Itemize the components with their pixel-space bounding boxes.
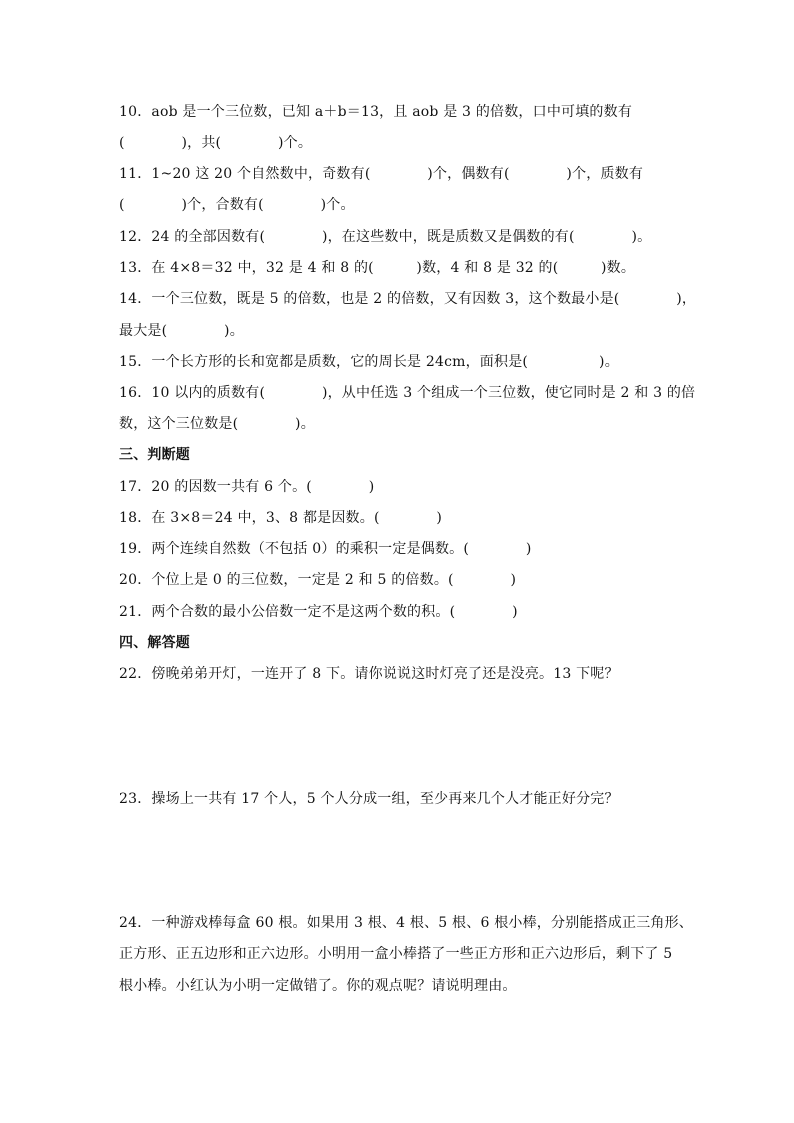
question-24-line-1: 24．一种游戏棒每盒 60 根。如果用 3 根、4 根、5 根、6 根小棒，分别能搭成正三角形、 <box>119 915 694 931</box>
question-11-line-1: 11．1~20 这 20 个自然数中，奇数有( )个，偶数有( )个，质数有 <box>119 166 644 182</box>
question-20: 20．个位上是 0 的三位数，一定是 2 和 5 的倍数。( ) <box>119 572 517 588</box>
question-18: 18．在 3×8＝24 中，3、8 都是因数。( ) <box>119 510 443 526</box>
question-14-line-2: 最大是( )。 <box>119 323 244 339</box>
question-10-line-2: ( )，共( )个。 <box>119 135 313 151</box>
question-14-line-1: 14．一个三位数，既是 5 的倍数，也是 2 的倍数，又有因数 3，这个数最小是( )， <box>119 291 697 307</box>
question-15: 15．一个长方形的长和宽都是质数，它的周长是 24cm，面积是( )。 <box>119 354 619 370</box>
question-23: 23．操场上一共有 17 个人，5 个人分成一组，至少再来几个人才能正好分完？ <box>119 791 619 807</box>
section-heading-true-false: 三、判断题 <box>119 447 190 463</box>
question-13: 13．在 4×8＝32 中，32 是 4 和 8 的( )数，4 和 8 是 32 的( )数。 <box>119 260 636 276</box>
question-16-line-2: 数，这个三位数是( )。 <box>119 416 315 432</box>
question-16-line-1: 16．10 以内的质数有( )，从中任选 3 个组成一个三位数，使它同时是 2 和 3 的倍 <box>119 385 696 401</box>
question-21: 21．两个合数的最小公倍数一定不是这两个数的积。( ) <box>119 604 518 620</box>
question-19: 19．两个连续自然数（不包括 0）的乘积一定是偶数。( ) <box>119 541 532 557</box>
question-24-line-2: 正方形、正五边形和正六边形。小明用一盒小棒搭了一些正方形和正六边形后，剩下了 5 <box>119 946 673 962</box>
question-17: 17．20 的因数一共有 6 个。( ) <box>119 479 375 495</box>
question-10-line-1: 10．aob 是一个三位数，已知 a＋b＝13，且 aob 是 3 的倍数，口中可填的数有 <box>119 104 633 120</box>
question-11-line-2: ( )个，合数有( )个。 <box>119 197 355 213</box>
question-24-line-3: 根小棒。小红认为小明一定做错了。你的观点呢？请说明理由。 <box>119 978 517 994</box>
question-22: 22．傍晚弟弟开灯，一连开了 8 下。请你说说这时灯亮了还是没亮。13 下呢？ <box>119 666 619 682</box>
section-heading-word-problems: 四、解答题 <box>119 635 190 651</box>
question-12: 12．24 的全部因数有( )，在这些数中，既是质数又是偶数的有( )。 <box>119 229 652 245</box>
